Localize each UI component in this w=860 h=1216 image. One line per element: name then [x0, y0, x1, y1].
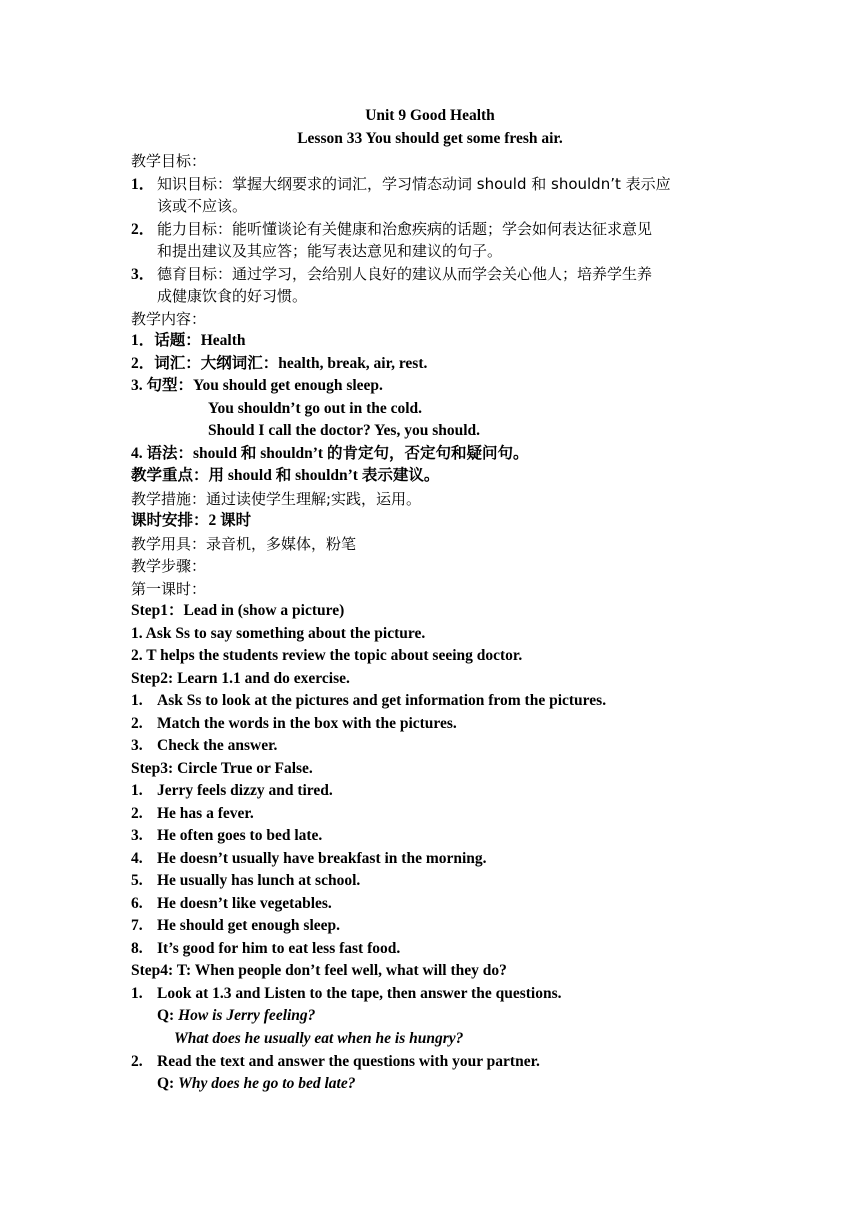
- item-number: 1.: [131, 782, 143, 799]
- step3-item: [131, 938, 400, 960]
- step3-item: [131, 848, 487, 870]
- content-heading: 教学内容：: [131, 310, 207, 328]
- question-label: Q:: [157, 1075, 175, 1092]
- content-pattern: 3. 句型：You should get enough sleep.: [131, 377, 383, 394]
- step1-item-2: 2. T helps the students review the topic about seeing doctor.: [131, 647, 523, 664]
- step4-item: [131, 983, 561, 1005]
- step2-title: Step2: Learn 1.1 and do exercise.: [131, 670, 350, 687]
- item-number: 8.: [131, 940, 143, 957]
- objective-2: [131, 218, 652, 241]
- objective-3-cont: 成健康饮食的好习惯。: [157, 287, 308, 305]
- objective-text: 能力目标：能听懂谈论有关健康和治愈疾病的话题；学会如何表达征求意见: [157, 220, 653, 238]
- item-text: He often goes to bed late.: [157, 827, 323, 844]
- item-number: 2.: [131, 805, 143, 822]
- objectives-heading: 教学目标：: [131, 152, 207, 170]
- period-1: 第一课时：: [131, 580, 207, 598]
- item-text: Look at 1.3 and Listen to the tape, then answer the questions.: [157, 985, 562, 1002]
- step3-title: Step3: Circle True or False.: [131, 760, 313, 777]
- objective-text: 知识目标：掌握大纲要求的词汇，学习情态动词 should 和 shouldn’t 表示应: [157, 175, 671, 193]
- item-text: Match the words in the box with the pictures.: [157, 715, 457, 732]
- question-1: [157, 1005, 315, 1027]
- item-text: He doesn’t usually have breakfast in the morning.: [157, 850, 487, 867]
- item-number: 7.: [131, 917, 143, 934]
- item-number: 1.: [131, 985, 143, 1002]
- item-text: Read the text and answer the questions with your partner.: [157, 1053, 540, 1070]
- step3-item: [131, 893, 332, 915]
- step2-item: [131, 690, 606, 712]
- unit-title: Unit 9 Good Health: [365, 107, 495, 124]
- objective-number: 2．: [131, 221, 155, 238]
- question-2: What does he usually eat when he is hungry?: [174, 1030, 464, 1047]
- item-number: 2.: [131, 1053, 143, 1070]
- question-text: How is Jerry feeling?: [178, 1007, 316, 1024]
- item-number: 5.: [131, 872, 143, 889]
- item-number: 1.: [131, 692, 143, 709]
- item-number: 6.: [131, 895, 143, 912]
- objective-1: [131, 173, 671, 196]
- item-text: Check the answer.: [157, 737, 278, 754]
- step1-item-1: 1. Ask Ss to say something about the picture.: [131, 625, 426, 642]
- content-pattern-3: Should I call the doctor? Yes, you should.: [208, 422, 481, 439]
- step2-item: [131, 735, 277, 757]
- objective-1-cont: 该或不应该。: [157, 197, 248, 215]
- step3-item: [131, 915, 340, 937]
- item-text: He has a fever.: [157, 805, 254, 822]
- content-pattern-2: You shouldn’t go out in the cold.: [208, 400, 423, 417]
- step1-title: Step1：Lead in (show a picture): [131, 602, 345, 619]
- schedule: 课时安排：2 课时: [131, 512, 252, 529]
- question-3: [157, 1073, 355, 1095]
- objective-2-cont: 和提出建议及其应答；能写表达意见和建议的句子。: [157, 242, 503, 260]
- steps-heading: 教学步骤：: [131, 557, 207, 575]
- objective-3: [131, 263, 652, 286]
- question-text: Why does he go to bed late?: [178, 1075, 356, 1092]
- item-text: He usually has lunch at school.: [157, 872, 361, 889]
- item-text: He doesn’t like vegetables.: [157, 895, 332, 912]
- objective-number: 1．: [131, 176, 155, 193]
- item-number: 4.: [131, 850, 143, 867]
- step4-title: Step4: T: When people don’t feel well, what will they do?: [131, 962, 507, 979]
- step3-item: [131, 803, 254, 825]
- step3-item: [131, 825, 322, 847]
- step4-item: [131, 1051, 540, 1073]
- content-vocab: 2．词汇：大纲词汇：health, break, air, rest.: [131, 355, 428, 372]
- measures: 教学措施：通过读使学生理解;实践，运用。: [131, 490, 422, 508]
- item-text: Ask Ss to look at the pictures and get information from the pictures.: [157, 692, 607, 709]
- key-points: 教学重点：用 should 和 shouldn’t 表示建议。: [131, 467, 440, 484]
- step3-item: [131, 870, 360, 892]
- step2-item: [131, 713, 457, 735]
- lesson-title: Lesson 33 You should get some fresh air.: [297, 130, 563, 147]
- content-topic: 1．话题：Health: [131, 332, 246, 349]
- objective-number: 3．: [131, 266, 155, 283]
- objective-text: 德育目标：通过学习，会给别人良好的建议从而学会关心他人；培养学生养: [157, 265, 653, 283]
- item-number: 3.: [131, 737, 143, 754]
- tools: 教学用具：录音机，多媒体，粉笔: [131, 535, 357, 553]
- content-grammar: 4. 语法：should 和 shouldn’t 的肯定句，否定句和疑问句。: [131, 445, 529, 462]
- item-number: 2.: [131, 715, 143, 732]
- item-text: Jerry feels dizzy and tired.: [157, 782, 333, 799]
- item-text: He should get enough sleep.: [157, 917, 341, 934]
- item-text: It’s good for him to eat less fast food.: [157, 940, 401, 957]
- item-number: 3.: [131, 827, 143, 844]
- step3-item: [131, 780, 333, 802]
- question-label: Q:: [157, 1007, 175, 1024]
